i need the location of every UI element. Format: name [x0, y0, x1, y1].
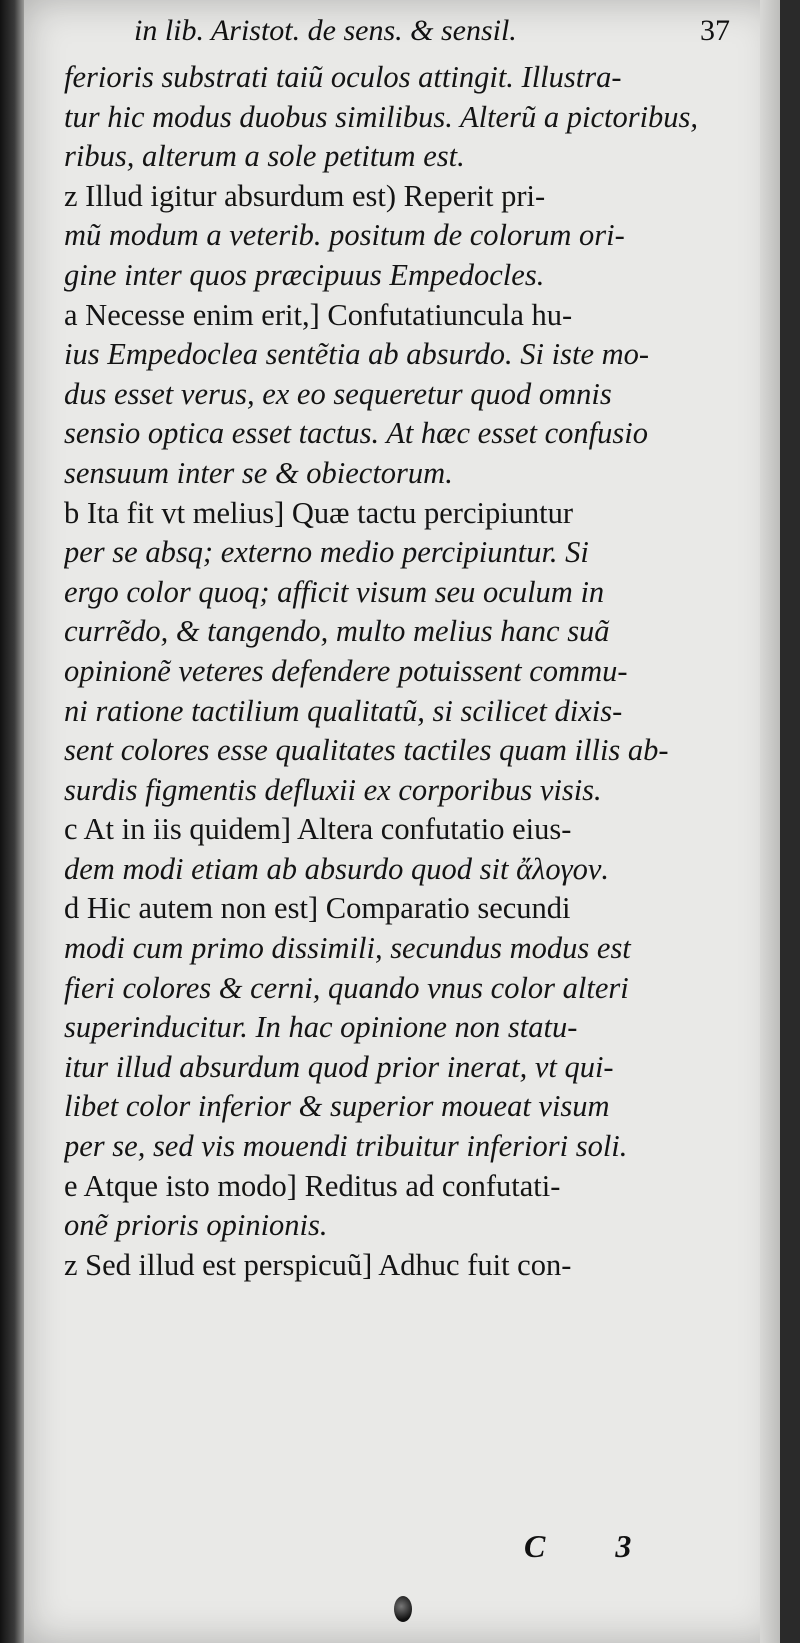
signature-letter: C [524, 1528, 546, 1564]
signature-number: 3 [615, 1528, 632, 1564]
text-line: ribus, alterum a sole petitum est. [64, 139, 465, 174]
text-line: libet color inferior & superior moueat visum [64, 1089, 610, 1124]
text-line: onẽ prioris opinionis. [64, 1208, 328, 1243]
page-number: 37 [700, 14, 730, 47]
text-line: sent colores esse qualitates tactiles quam illis ab- [64, 733, 669, 768]
binding-shadow [0, 0, 24, 1643]
text-line: currẽdo, & tangendo, multo melius hanc suã [64, 614, 610, 649]
text-line: sensio optica esset tactus. At hæc esset confusio [64, 416, 648, 451]
text-line: dus esset verus, ex eo sequeretur quod omnis [64, 376, 612, 411]
page-header [134, 14, 730, 54]
text-line: z Illud igitur absurdum est) Reperit pri- [64, 178, 546, 213]
book-page [24, 0, 780, 1643]
text-line: sensuum inter se & obiectorum. [64, 455, 453, 490]
text-line: gine inter quos præcipuus Empedocles. [64, 257, 545, 292]
text-line: dem modi etiam ab absurdo quod sit ἄλογον. [64, 851, 610, 886]
text-line: e Atque isto modo] Reditus ad confutati- [64, 1168, 561, 1203]
text-line: per se, sed vis mouendi tribuitur inferiori soli. [64, 1129, 628, 1164]
text-line: b Ita fit vt melius] Quæ tactu percipiuntur [64, 495, 574, 530]
text-line: ergo color quoq; afficit visum seu oculum in [64, 574, 605, 609]
text-line: superinducitur. In hac opinione non statu- [64, 1010, 578, 1045]
text-line: tur hic modus duobus similibus. Alterũ a pictoribus, [64, 99, 699, 134]
text-line: per se absq; externo medio percipiuntur. Si [64, 535, 589, 570]
text-line: d Hic autem non est] Comparatio secundi [64, 891, 571, 926]
text-line: z Sed illud est perspicuũ] Adhuc fuit con- [64, 1247, 572, 1282]
text-line: c At in iis quidem] Altera confutatio eius- [64, 812, 572, 847]
commentary-text [64, 58, 754, 1285]
signature-mark [524, 1528, 684, 1568]
text-line: ni ratione tactilium qualitatũ, si scilicet dixis- [64, 693, 623, 728]
text-line: a Necesse enim erit,] Confutatiuncula hu- [64, 297, 573, 332]
running-title: in lib. Aristot. de sens. & sensil. [134, 14, 517, 47]
text-line: ius Empedoclea sentẽtia ab absurdo. Si iste mo- [64, 337, 650, 372]
page-right-edge [760, 0, 780, 1643]
text-line: modi cum primo dissimili, secundus modus est [64, 931, 631, 966]
text-line: fieri colores & cerni, quando vnus color alteri [64, 970, 629, 1005]
text-line: mũ modum a veterib. positum de colorum ori- [64, 218, 625, 253]
text-line: opinionẽ veteres defendere potuissent commu- [64, 653, 628, 688]
text-line: surdis figmentis defluxii ex corporibus visis. [64, 772, 602, 807]
text-line: ferioris substrati taiũ oculos attingit. Illustra- [64, 60, 622, 94]
paper-hole [394, 1596, 412, 1622]
text-line: itur illud absurdum quod prior inerat, vt qui- [64, 1049, 614, 1084]
